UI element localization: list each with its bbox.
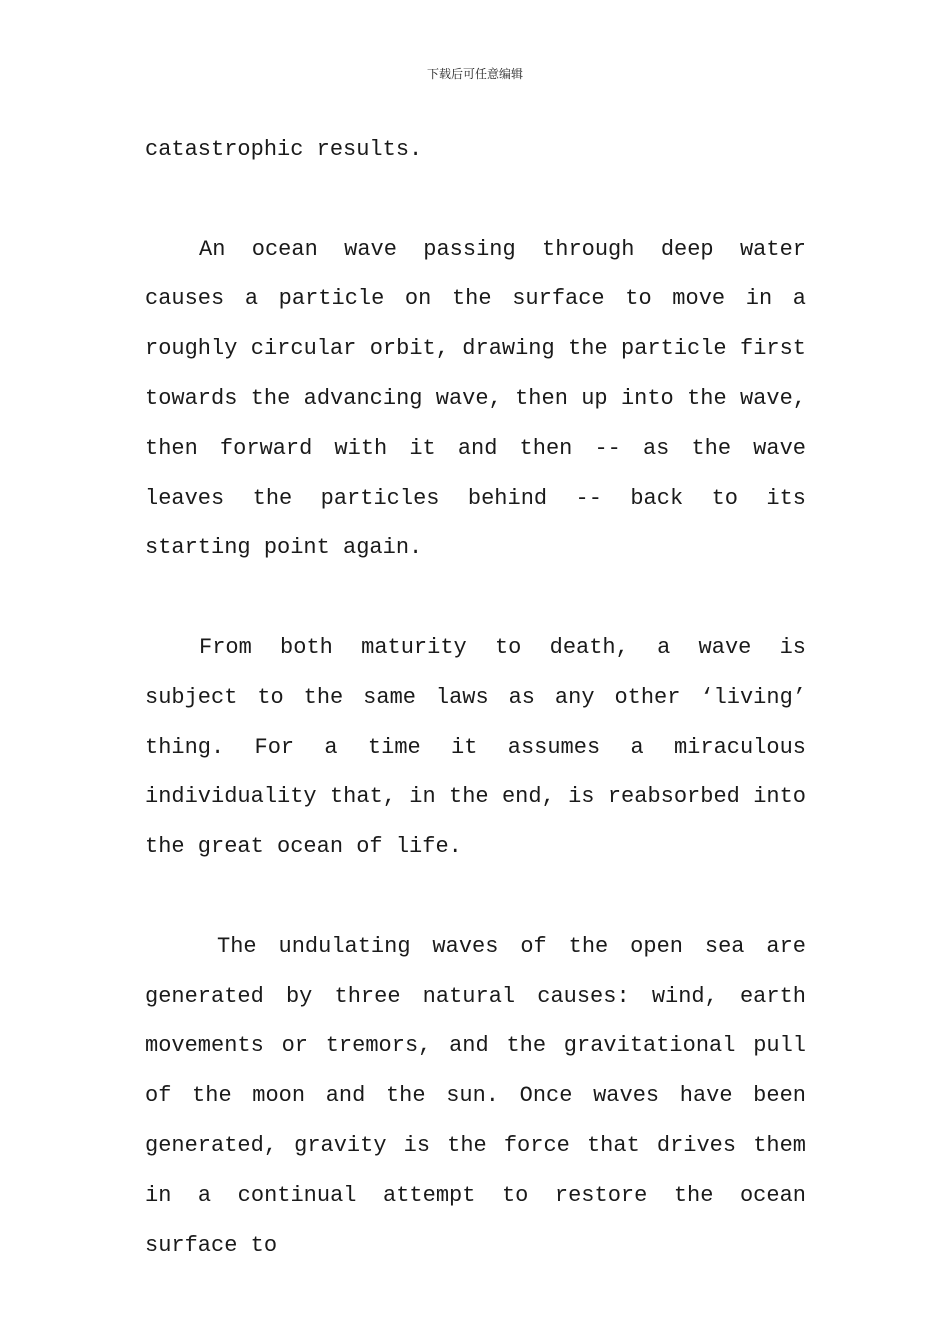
paragraph-maturity-death: From both maturity to death, a wave is subject to the same laws as any other ‘living’ thing. For a time it assumes a miraculous individuality that, in the end, is reabsorbed into the great ocean of life.: [145, 634, 806, 860]
paragraph-ocean-wave: An ocean wave passing through deep water causes a particle on the surface to move in a roughly circular orbit, drawing the particle first towards the advancing wave, then up into the wave, then forward with it and then -- as the wave leaves the particles behind -- back to its starting point again.: [145, 236, 806, 561]
page-header: 下载后可任意编辑: [426, 67, 523, 81]
document-body: [145, 125, 806, 1270]
paragraph-continuation: catastrophic results.: [145, 137, 423, 162]
paragraph-undulating-waves: The undulating waves of the open sea are generated by three natural causes: wind, earth movements or tremors, and the gravitational pull of the moon and the sun. Once waves have been generated, gravity is the force that drives them in a continual attempt to restore the ocean surface to: [145, 933, 806, 1258]
